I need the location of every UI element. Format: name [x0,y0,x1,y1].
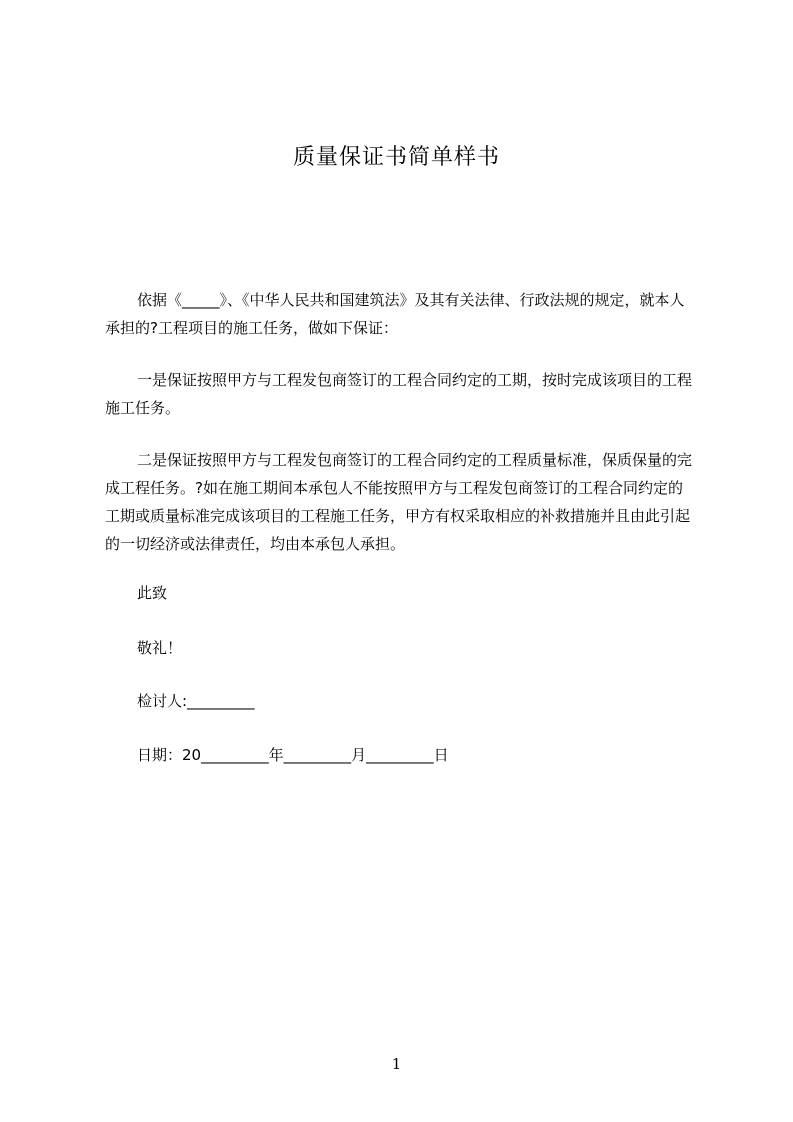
paragraph-schedule-guarantee: 一是保证按照甲方与工程发包商签订的工程合同约定的工期，按时完成该项目的工程施工任务。 [105,371,693,417]
paragraph-basis: 依据《_____》、《中华人民共和国建筑法》及其有关法律、行政法规的规定，就本人承担的?工程项目的施工任务，做如下保证： [105,291,685,337]
document-title: 质量保证书简单样书 [292,145,500,170]
signer-line: 检讨人:_________ [137,692,255,710]
paragraph-quality-guarantee: 二是保证按照甲方与工程发包商签订的工程合同约定的工程质量标准，保质保量的完成工程任务。?如在施工期间本承包人不能按照甲方与工程发包商签订的工程合同约定的工期或质量标准完成该项目的工程施工任务，甲方有权采取相应的补救措施并且由此引起的一切经济或法律责任，均由本承包人承担。 [105,451,693,553]
closing-text: 此致 [137,584,168,602]
salutation-text: 敬礼！ [137,639,183,657]
page-number: 1 [391,1055,402,1073]
date-line: 日期：20_________年_________月_________日 [137,746,449,764]
